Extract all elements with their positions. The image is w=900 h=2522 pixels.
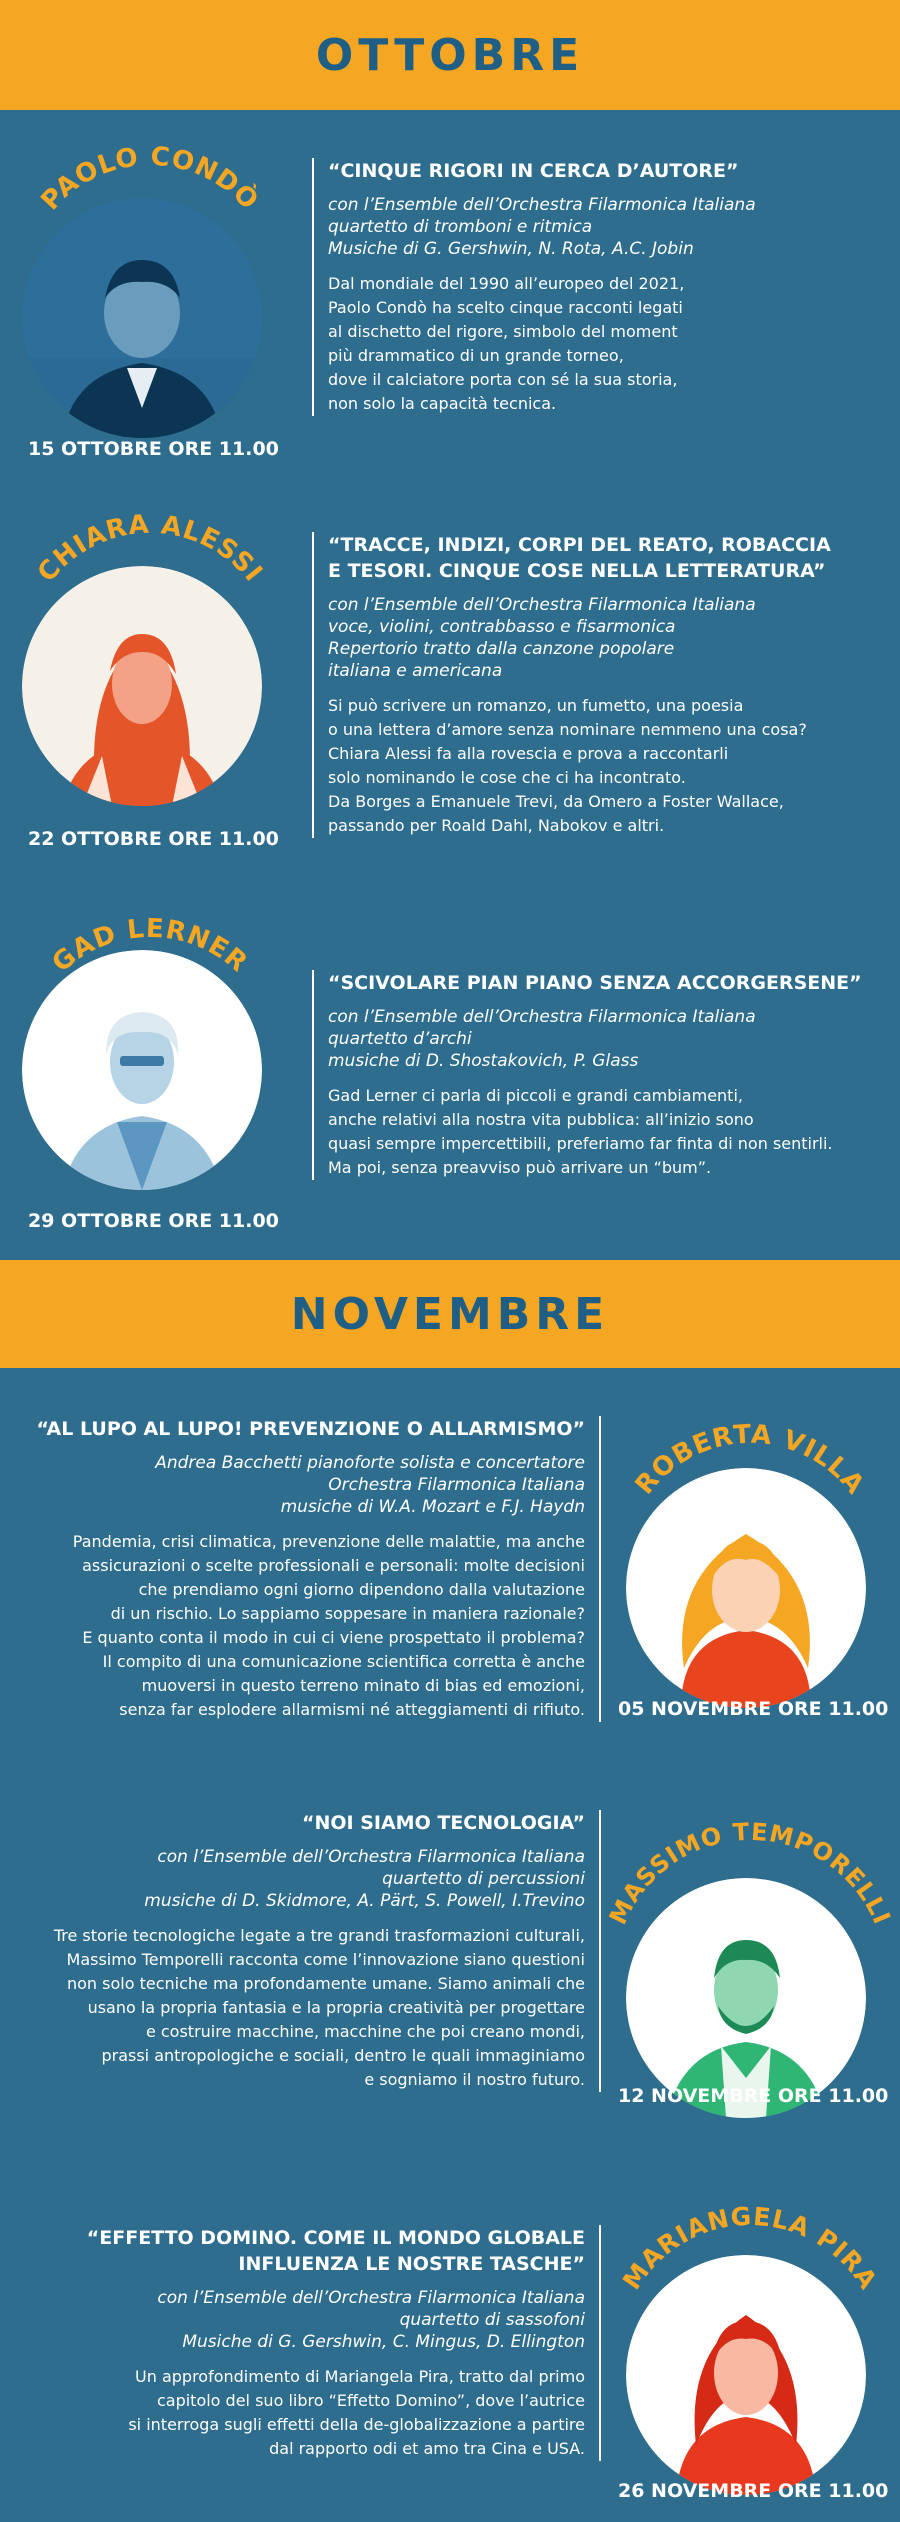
- event-title: [30, 2225, 585, 2277]
- description-line: non solo tecniche ma profondamente umane. Siamo animali che: [66, 1974, 585, 1993]
- description-line: Un approfondimento di Mariangela Pira, tratto dal primo: [135, 2367, 585, 2386]
- svg-text:MARIANGELA PIRA: MARIANGELA PIRA: [617, 2201, 884, 2295]
- description-line: dove il calciatore porta con sé la sua storia,: [328, 370, 678, 389]
- description-line: E quanto conta il modo in cui ci viene prospettato il problema?: [82, 1628, 585, 1647]
- description-line: solo nominando le cose che ci ha incontrato.: [328, 768, 686, 787]
- event-chiara-alessi: [0, 480, 900, 890]
- event-gad-lerner: [0, 890, 900, 1260]
- event-title-line: “NOI SIAMO TECNOLOGIA”: [302, 1812, 585, 1834]
- credits-line: quartetto di tromboni e ritmica: [328, 217, 593, 237]
- description-line: e sogniamo il nostro futuro.: [364, 2070, 585, 2089]
- credits-line: quartetto di percussioni: [382, 1869, 585, 1889]
- event-details: [30, 2225, 601, 2461]
- speaker-portrait: [22, 566, 262, 806]
- event-title-line: INFLUENZA LE NOSTRE TASCHE”: [238, 2253, 585, 2275]
- event-description: [30, 1530, 585, 1722]
- event-date: 15 OTTOBRE ORE 11.00: [28, 438, 279, 460]
- description-line: Dal mondiale del 1990 all’europeo del 2021,: [328, 274, 685, 293]
- credits-line: con l’Ensemble dell’Orchestra Filarmonica Italiana: [328, 195, 756, 215]
- svg-text:MASSIMO TEMPORELLI: MASSIMO TEMPORELLI: [603, 1817, 897, 1929]
- event-date: 29 OTTOBRE ORE 11.00: [28, 1210, 279, 1232]
- speaker-portrait: [22, 198, 262, 438]
- svg-text:PAOLO CONDÒ: PAOLO CONDÒ: [35, 141, 265, 217]
- description-line: assicurazioni o scelte professionali e personali: molte decisioni: [82, 1556, 585, 1575]
- event-paolo-condo: [0, 110, 900, 480]
- event-description: [30, 1924, 585, 2092]
- credits-line: quartetto di sassofoni: [399, 2310, 585, 2330]
- description-line: Si può scrivere un romanzo, un fumetto, una poesia: [328, 696, 744, 715]
- event-details: [30, 1810, 601, 2092]
- event-title-line: “AL LUPO AL LUPO! PREVENZIONE O ALLARMISMO”: [36, 1418, 585, 1440]
- event-description: [328, 694, 883, 838]
- description-line: muoversi in questo terreno minato di bias ed emozioni,: [141, 1676, 585, 1695]
- event-description: [328, 272, 883, 416]
- event-title: [328, 158, 883, 184]
- speaker-portrait: [626, 1468, 866, 1708]
- description-line: Gad Lerner ci parla di piccoli e grandi cambiamenti,: [328, 1086, 743, 1105]
- event-credits: [30, 1846, 585, 1912]
- description-line: o una lettera d’amore senza nominare nemmeno una cosa?: [328, 720, 807, 739]
- event-details: [312, 532, 883, 838]
- event-details: [312, 970, 883, 1180]
- event-description: [328, 1084, 883, 1180]
- credits-line: Orchestra Filarmonica Italiana: [328, 1475, 585, 1495]
- month-banner-ottobre: [0, 0, 900, 110]
- description-line: anche relativi alla nostra vita pubblica: all’inizio sono: [328, 1110, 754, 1129]
- event-credits: [328, 594, 883, 682]
- description-line: Chiara Alessi fa alla rovescia e prova a raccontarli: [328, 744, 729, 763]
- description-line: dal rapporto odi et amo tra Cina e USA.: [269, 2439, 585, 2458]
- event-credits: [30, 1452, 585, 1518]
- credits-line: Musiche di G. Gershwin, N. Rota, A.C. Jobin: [328, 239, 694, 259]
- description-line: non solo la capacità tecnica.: [328, 394, 557, 413]
- description-line: prassi antropologiche e sociali, dentro le quali immaginiamo: [101, 2046, 585, 2065]
- description-line: passando per Roald Dahl, Nabokov e altri.: [328, 816, 665, 835]
- event-mariangela-pira: [0, 2180, 900, 2522]
- credits-line: con l’Ensemble dell’Orchestra Filarmonica Italiana: [328, 1007, 756, 1027]
- description-line: Il compito di una comunicazione scientifica corretta è anche: [102, 1652, 585, 1671]
- month-banner-novembre: [0, 1260, 900, 1368]
- event-date: 26 NOVEMBRE ORE 11.00: [618, 2480, 889, 2502]
- event-date: 05 NOVEMBRE ORE 11.00: [618, 1698, 889, 1720]
- speaker-portrait: [626, 1878, 866, 2118]
- event-credits: [328, 194, 883, 260]
- credits-line: musiche di D. Skidmore, A. Pärt, S. Powell, I.Trevino: [144, 1891, 585, 1911]
- event-title: [30, 1810, 585, 1836]
- month-title: OTTOBRE: [315, 29, 585, 81]
- credits-line: voce, violini, contrabbasso e fisarmonica: [328, 617, 676, 637]
- event-massimo-temporelli: [0, 1780, 900, 2180]
- event-roberta-villa: [0, 1368, 900, 1780]
- credits-line: quartetto d’archi: [328, 1029, 472, 1049]
- month-title: NOVEMBRE: [290, 1288, 610, 1340]
- credits-line: Repertorio tratto dalla canzone popolare: [328, 639, 675, 659]
- description-line: di un rischio. Lo sappiamo soppesare in maniera razionale?: [110, 1604, 585, 1623]
- description-line: Pandemia, crisi climatica, prevenzione delle malattie, ma anche: [72, 1532, 585, 1551]
- event-description: [30, 2365, 585, 2461]
- speaker-portrait: [626, 2255, 866, 2495]
- description-line: che prendiamo ogni giorno dipendono dalla valutazione: [138, 1580, 585, 1599]
- description-line: Ma poi, senza preavviso può arrivare un “bum”.: [328, 1158, 712, 1177]
- description-line: più drammatico di un grande torneo,: [328, 346, 624, 365]
- event-credits: [328, 1006, 883, 1072]
- description-line: capitolo del suo libro “Effetto Domino”, dove l’autrice: [156, 2391, 585, 2410]
- description-line: quasi sempre impercettibili, preferiamo far finta di non sentirli.: [328, 1134, 833, 1153]
- svg-text:ROBERTA VILLA: ROBERTA VILLA: [629, 1419, 871, 1501]
- speaker-portrait: [22, 950, 262, 1190]
- event-details: [312, 158, 883, 416]
- event-details: [30, 1416, 601, 1722]
- event-title-line: E TESORI. CINQUE COSE NELLA LETTERATURA”: [328, 560, 826, 582]
- description-line: si interroga sugli effetti della de-globalizzazione a partire: [128, 2415, 585, 2434]
- description-line: Massimo Temporelli racconta come l’innovazione siano questioni: [66, 1950, 585, 1969]
- event-date: 12 NOVEMBRE ORE 11.00: [618, 2085, 889, 2107]
- description-line: e costruire macchine, macchine che poi creano mondi,: [145, 2022, 585, 2041]
- event-title: [328, 970, 883, 996]
- credits-line: italiana e americana: [328, 661, 503, 681]
- credits-line: musiche di D. Shostakovich, P. Glass: [328, 1051, 639, 1071]
- event-credits: [30, 2287, 585, 2353]
- description-line: Tre storie tecnologiche legate a tre grandi trasformazioni culturali,: [53, 1926, 585, 1945]
- description-line: senza far esplodere allarmismi né atteggiamenti di rifiuto.: [119, 1700, 585, 1719]
- credits-line: con l’Ensemble dell’Orchestra Filarmonica Italiana: [157, 2288, 585, 2308]
- credits-line: Andrea Bacchetti pianoforte solista e concertatore: [155, 1453, 585, 1473]
- description-line: Paolo Condò ha scelto cinque racconti legati: [328, 298, 683, 317]
- description-line: usano la propria fantasia e la propria creatività per progettare: [87, 1998, 585, 2017]
- credits-line: con l’Ensemble dell’Orchestra Filarmonica Italiana: [328, 595, 756, 615]
- event-title-line: “CINQUE RIGORI IN CERCA D’AUTORE”: [328, 160, 739, 182]
- description-line: Da Borges a Emanuele Trevi, da Omero a Foster Wallace,: [328, 792, 784, 811]
- description-line: al dischetto del rigore, simbolo del moment: [328, 322, 678, 341]
- event-title-line: “TRACCE, INDIZI, CORPI DEL REATO, ROBACCIA: [328, 534, 831, 556]
- svg-text:GAD LERNER: GAD LERNER: [46, 913, 254, 979]
- event-date: 22 OTTOBRE ORE 11.00: [28, 828, 279, 850]
- event-title-line: “SCIVOLARE PIAN PIANO SENZA ACCORGERSENE”: [328, 972, 862, 994]
- event-title: [328, 532, 883, 584]
- credits-line: musiche di W.A. Mozart e F.J. Haydn: [280, 1497, 585, 1517]
- svg-text:CHIARA ALESSI: CHIARA ALESSI: [31, 509, 269, 588]
- event-title: [30, 1416, 585, 1442]
- credits-line: Musiche di G. Gershwin, C. Mingus, D. Ellington: [182, 2332, 585, 2352]
- credits-line: con l’Ensemble dell’Orchestra Filarmonica Italiana: [157, 1847, 585, 1867]
- event-title-line: “EFFETTO DOMINO. COME IL MONDO GLOBALE: [86, 2227, 585, 2249]
